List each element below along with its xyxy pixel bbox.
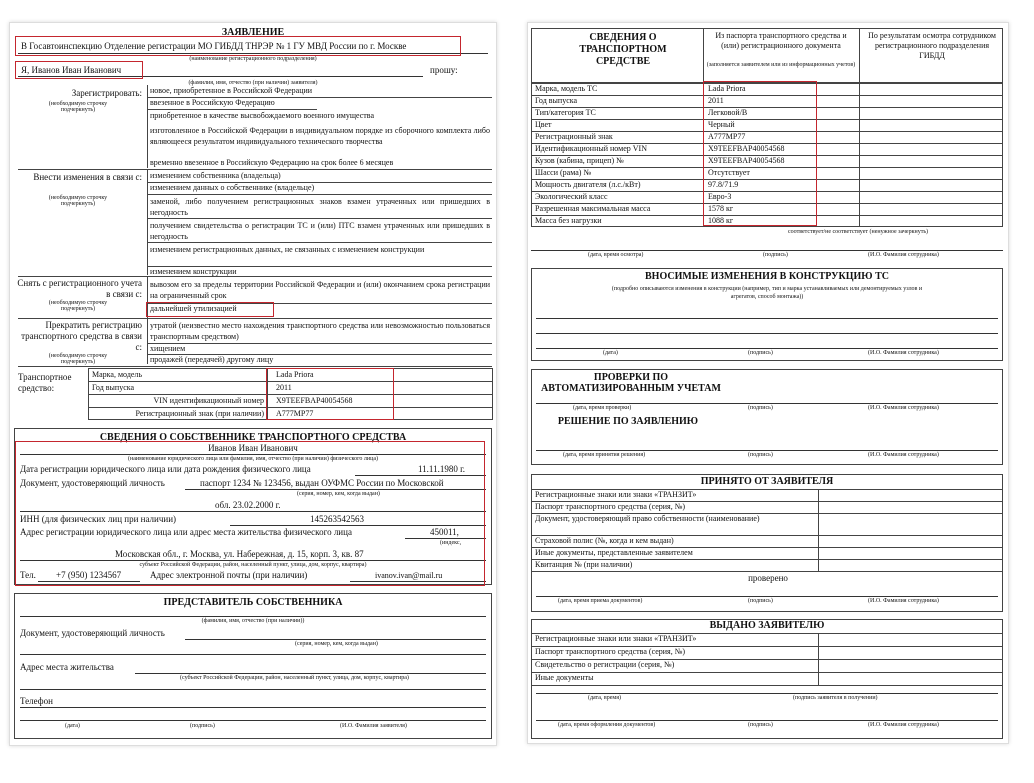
deregister-option-1[interactable]: вывозом его за пределы территории Российской Федерации и (или) окончанием срока регистрации на ограниченный срок <box>150 280 490 300</box>
info-row-value[interactable]: Легковой/В <box>708 108 748 117</box>
vehicle-value-plate[interactable]: А777МР77 <box>276 409 314 418</box>
changes-hint: (необходимую строчку подчеркнуть) <box>48 195 108 207</box>
info-col3: По результатам осмотра сотрудником регистрационного подразделения ГИБДД <box>868 31 996 60</box>
deregister-option-2[interactable]: дальнейшей утилизацией <box>150 304 237 313</box>
construction-note: (подробно описываются изменения в конструкции (например, тип и марка устанавливаемых или демонтируемых узлов и агрегатов, способ монтажа)) <box>611 286 923 300</box>
construction-sig-date: (дата) <box>603 350 618 356</box>
owner-regdate-label: Дата регистрации юридического лица или дата рождения физического лица <box>20 464 311 474</box>
vehicle-key-year: Год выпуска <box>92 383 135 392</box>
rep-doc-label: Документ, удостоверяющий личность <box>20 628 165 638</box>
info-row-key: Тип/категория ТС <box>535 108 596 117</box>
terminate-option-1[interactable]: утратой (неизвестно место нахождения транспортного средства или невозможностью пользоваться транспортным средством) <box>150 321 490 341</box>
owner-doc-label: Документ, удостоверяющий личность <box>20 478 165 488</box>
owner-inn-label: ИНН (для физических лиц при наличии) <box>20 514 177 524</box>
accepted-title: ПРИНЯТО ОТ ЗАЯВИТЕЛЯ <box>700 476 834 487</box>
rep-title: ПРЕДСТАВИТЕЛЬ СОБСТВЕННИКА <box>163 597 343 608</box>
info-row-key: Масса без нагрузки <box>535 216 602 225</box>
changes-option-1[interactable]: изменением собственника (владельца) <box>150 171 281 180</box>
info-row-value[interactable]: X9TEEFBAP40054568 <box>708 144 785 153</box>
terminate-hint: (необходимую строчку подчеркнуть) <box>48 353 108 365</box>
vehicle-key-vin: VIN идентификационный номер <box>153 396 264 405</box>
register-label: Зарегистрировать: <box>71 88 142 98</box>
accepted-checked: проверено <box>748 573 788 583</box>
accepted-sig-name: (И.О. Фамилия сотрудника) <box>868 598 939 604</box>
vehicle-value-model[interactable]: Lada Priora <box>276 370 314 379</box>
terminate-option-2[interactable]: хищением <box>150 344 186 353</box>
changes-option-6[interactable]: изменением конструкции <box>150 267 237 276</box>
changes-label: Внести изменения в связи с: <box>33 172 142 182</box>
prosit-text: прошу: <box>430 65 458 75</box>
owner-address[interactable]: Московская обл., г. Москва, ул. Набережная, д. 15, корп. 3, кв. 87 <box>115 549 364 559</box>
rep-name-caption: (фамилия, имя, отчество (при наличии)) <box>201 618 305 624</box>
register-hint: (необходимую строчку подчеркнуть) <box>48 101 108 113</box>
application-page-right <box>527 22 1009 744</box>
owner-email[interactable]: ivanov.ivan@mail.ru <box>375 571 443 580</box>
info-row-value[interactable]: 97.8/71.9 <box>708 180 739 189</box>
rep-sig-sign: (подпись) <box>190 723 215 729</box>
issued-row-label: Иные документы <box>535 673 594 682</box>
highlight-utilization <box>146 302 274 317</box>
register-option-5[interactable]: временно ввезенное в Российскую Федерацию на срок более 6 месяцев <box>150 158 394 167</box>
info-row-key: Шасси (рама) № <box>535 168 592 177</box>
owner-email-label: Адрес электронной почты (при наличии) <box>150 570 308 580</box>
application-page-left <box>9 22 497 746</box>
accepted-row-label: Паспорт транспортного средства (серия, №) <box>535 502 686 511</box>
checks-sig-name: (И.О. Фамилия сотрудника) <box>868 405 939 411</box>
issued-sig-name: (И.О. Фамилия сотрудника) <box>868 722 939 728</box>
owner-doc-value2[interactable]: обл. 23.02.2000 г. <box>215 500 281 510</box>
owner-regdate[interactable]: 11.11.1980 г. <box>418 464 466 474</box>
terminate-label: Прекратить регистрацию транспортного средства в связи с: <box>21 320 142 352</box>
rep-doc-caption: (серия, номер, кем, когда выдан) <box>295 641 378 647</box>
deregister-label: Снять с регистрационного учета в связи с: <box>17 278 142 299</box>
accepted-row-label: Регистрационные знаки или знаки «ТРАНЗИТ» <box>535 490 697 499</box>
decision-title: РЕШЕНИЕ ПО ЗАЯВЛЕНИЮ <box>557 416 699 427</box>
vehicle-key-model: Марка, модель <box>92 370 143 379</box>
construction-sig-sign: (подпись) <box>748 350 773 356</box>
info-row-value[interactable]: X9TEEFBAP40054568 <box>708 156 785 165</box>
info-row-value[interactable]: 2011 <box>708 96 724 105</box>
owner-doc-caption: (серия, номер, кем, когда выдан) <box>297 491 380 497</box>
owner-postcode[interactable]: 450011, <box>430 527 459 537</box>
applicant-caption: (фамилия, имя, отчество (при наличии) заявителя) <box>188 80 318 86</box>
owner-doc-value[interactable]: паспорт 1234 № 123456, выдан ОУФМС России по Московской <box>200 478 444 488</box>
rep-phone-label: Телефон <box>20 696 53 706</box>
owner-name[interactable]: Иванов Иван Иванович <box>208 443 298 453</box>
decision-sig-date: (дата, время принятия решения) <box>563 452 646 458</box>
owner-postcode-caption: (индекс, <box>440 540 462 546</box>
decision-sig-sign: (подпись) <box>748 452 773 458</box>
owner-name-caption: (наименование юридического лица или фамилия, имя, отчество (при наличии) физического лица) <box>127 456 379 462</box>
info-row-key: Марка, модель ТС <box>535 84 598 93</box>
info-col2-note: (заполняется заявителем или из информационных учетов) <box>706 62 856 68</box>
owner-title: СВЕДЕНИЯ О СОБСТВЕННИКЕ ТРАНСПОРТНОГО СРЕДСТВА <box>99 432 407 443</box>
rep-sig-name: (И.О. Фамилия заявителя) <box>340 723 407 729</box>
register-option-2[interactable]: ввезенное в Российскую Федерацию <box>150 98 275 107</box>
owner-tel[interactable]: +7 (950) 1234567 <box>56 570 122 580</box>
highlight-applicant <box>15 61 143 79</box>
accepted-sig-sign: (подпись) <box>748 598 773 604</box>
deregister-hint: (необходимую строчку подчеркнуть) <box>48 300 108 312</box>
issued-sig-date2: (дата, время оформления документов) <box>558 722 656 728</box>
info-row-value[interactable]: 1088 кг <box>708 216 734 225</box>
info-row-key: Кузов (кабина, прицеп) № <box>535 156 624 165</box>
applicant-name: Я, Иванов Иван Иванович <box>21 65 122 75</box>
issued-row-label: Свидетельство о регистрации (серия, №) <box>535 660 675 669</box>
info-row-key: Мощность двигателя (л.с./кВт) <box>535 180 641 189</box>
terminate-option-3[interactable]: продажей (передачей) другому лицу <box>150 355 274 364</box>
info-row-value[interactable]: Евро-3 <box>708 192 732 201</box>
rep-sig-date: (дата) <box>65 723 80 729</box>
issued-row-label: Регистрационные знаки или знаки «ТРАНЗИТ» <box>535 634 697 643</box>
issued-sig-date: (дата, время) <box>588 695 621 701</box>
accepted-row-label: Квитанция № (при наличии) <box>535 560 633 569</box>
register-option-1[interactable]: новое, приобретенное в Российской Федерации <box>150 86 313 95</box>
checks-title: ПРОВЕРКИ ПО АВТОМАТИЗИРОВАННЫМ УЧЕТАМ <box>541 372 721 394</box>
construction-sig-name: (И.О. Фамилия сотрудника) <box>868 350 939 356</box>
rep-addr-caption: (субъект Российской Федерации, район, населенный пункт, улица, дом, корпус, квартира) <box>180 675 409 681</box>
form-title: ЗАЯВЛЕНИЕ <box>221 27 285 38</box>
rep-addr-label: Адрес места жительства <box>20 662 114 672</box>
issued-sig-receipt: (подпись заявителя в получении) <box>793 695 878 701</box>
info-row-key: Регистрационный знак <box>535 132 613 141</box>
info-sig-date: (дата, время осмотра) <box>588 252 644 258</box>
info-col2: Из паспорта транспортного средства и (или) регистрационного документа <box>715 31 847 50</box>
vehicle-label: Транспортное средство: <box>18 372 72 393</box>
issued-title: ВЫДАНО ЗАЯВИТЕЛЮ <box>709 620 825 631</box>
info-sig-sign: (подпись) <box>763 252 788 258</box>
authority-text: В Госавтоинспекцию Отделение регистрации МО ГИБДД ТНРЭР № 1 ГУ МВД России по г. Москве <box>21 41 407 51</box>
accepted-row-label: Страховой полис (№, когда и кем выдан) <box>535 536 674 545</box>
owner-inn[interactable]: 145263542563 <box>310 514 364 524</box>
info-sig-name: (И.О. Фамилия сотрудника) <box>868 252 939 258</box>
checks-sig-date: (дата, время проверки) <box>573 405 632 411</box>
info-col1: СВЕДЕНИЯ О ТРАНСПОРТНОМ СРЕДСТВЕ <box>579 32 667 67</box>
owner-address-caption: субъект Российской Федерации, район, населенный пункт, улица, дом, корпус, квартира) <box>139 562 367 568</box>
info-row-key: Цвет <box>535 120 552 129</box>
authority-caption: (наименование регистрационного подразделения) <box>189 56 317 62</box>
info-row-value[interactable]: 1578 кг <box>708 204 734 213</box>
vehicle-value-vin[interactable]: X9TEEFBAP40054568 <box>276 396 353 405</box>
checks-sig-sign: (подпись) <box>748 405 773 411</box>
owner-addr-label: Адрес регистрации юридического лица или адрес места жительства физического лица <box>20 527 352 537</box>
construction-title: ВНОСИМЫЕ ИЗМЕНЕНИЯ В КОНСТРУКЦИЮ ТС <box>645 271 889 282</box>
decision-sig-name: (И.О. Фамилия сотрудника) <box>868 452 939 458</box>
changes-option-3[interactable]: заменой, либо получением регистрационных знаков взамен утраченных или пришедших в негодность <box>150 197 490 217</box>
highlight-info-values <box>703 81 817 226</box>
register-option-4[interactable]: изготовленное в Российской Федерации в индивидуальном порядке из сборочного комплекта либо являющееся результатом индивидуального технического творчества <box>150 126 490 146</box>
info-row-key: Идентификационный номер VIN <box>535 144 647 153</box>
vehicle-key-plate: Регистрационный знак (при наличии) <box>135 409 264 418</box>
changes-option-4[interactable]: получением свидетельства о регистрации ТС и (или) ПТС взамен утраченных или пришедших в негодность <box>150 221 490 241</box>
highlight-owner <box>15 441 485 586</box>
info-row-value[interactable]: Черный <box>708 120 735 129</box>
info-row-key: Год выпуска <box>535 96 578 105</box>
info-row-value[interactable]: А777МР77 <box>708 132 746 141</box>
info-row-key: Экологический класс <box>535 192 608 201</box>
owner-tel-label: Тел. <box>20 570 36 580</box>
accepted-sig-date: (дата, время приема документов) <box>558 598 643 604</box>
info-row-value[interactable]: Lada Priora <box>708 84 746 93</box>
info-row-value[interactable]: Отсутствует <box>708 168 750 177</box>
issued-row-label: Паспорт транспортного средства (серия, №) <box>535 647 686 656</box>
accepted-row-label: Документ, удостоверяющий право собственности (наименование) <box>535 514 760 523</box>
register-option-3[interactable]: приобретенное в качестве высвобождаемого военного имущества <box>150 111 374 120</box>
issued-sig-sign: (подпись) <box>748 722 773 728</box>
changes-option-2[interactable]: изменением данных о собственнике (владельце) <box>150 183 315 192</box>
highlight-vehicle-values <box>266 368 394 420</box>
info-conformity[interactable]: соответствует/не соответствует (ненужное зачеркнуть) <box>788 229 929 235</box>
accepted-row-label: Иные документы, представленные заявителем <box>535 548 693 557</box>
info-row-key: Разрешенная максимальная масса <box>535 204 651 213</box>
highlight-authority <box>15 36 461 56</box>
changes-option-5[interactable]: изменением регистрационных данных, не связанных с изменением конструкции <box>150 245 425 254</box>
vehicle-value-year[interactable]: 2011 <box>276 383 292 392</box>
